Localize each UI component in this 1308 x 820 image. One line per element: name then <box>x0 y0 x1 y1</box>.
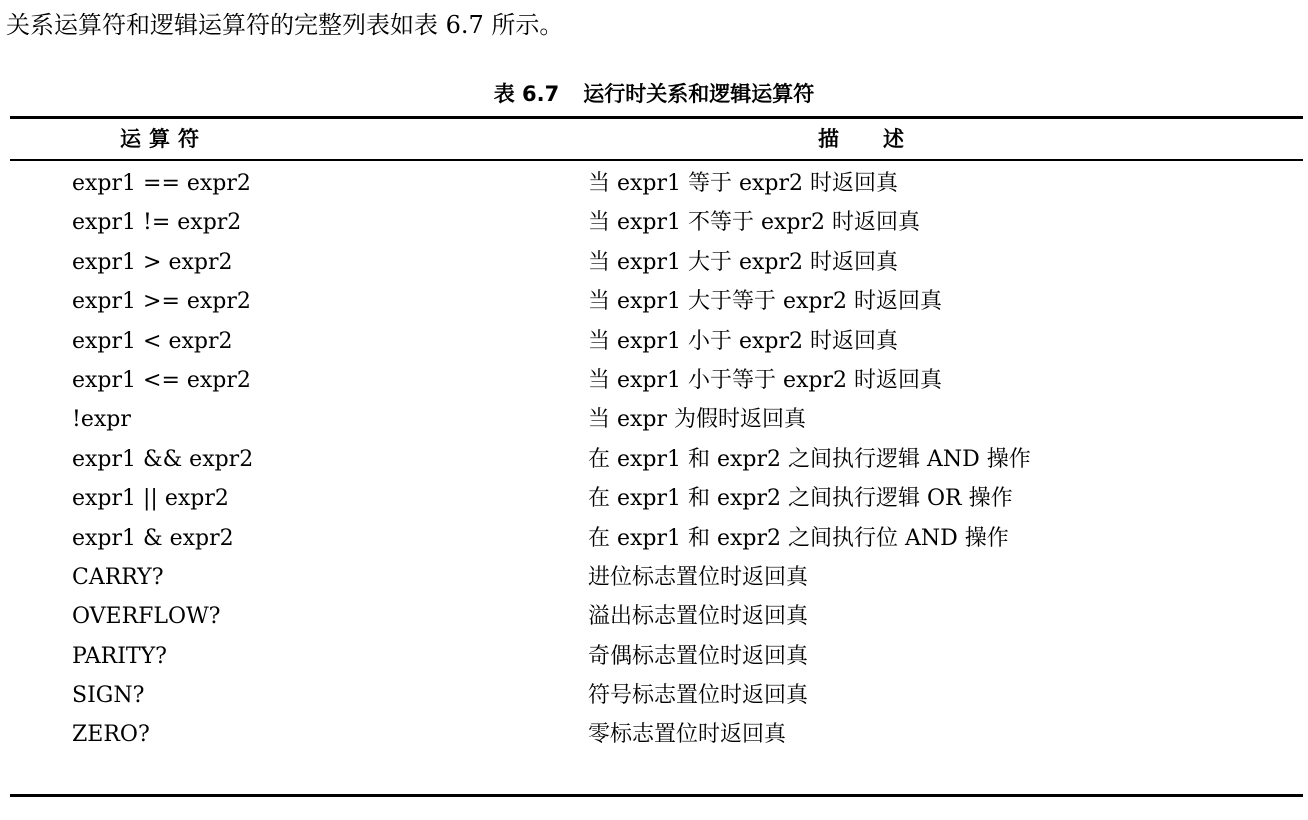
description-cell: 当 expr1 小于等于 expr2 时返回真 <box>588 367 943 393</box>
operator-cell: expr1 || expr2 <box>72 486 229 512</box>
description-cell: 当 expr1 大于等于 expr2 时返回真 <box>588 289 943 315</box>
column-header-description: 描述 <box>818 127 948 151</box>
table-row <box>10 322 1303 361</box>
description-cell: 当 expr1 等于 expr2 时返回真 <box>588 171 899 196</box>
operator-cell: PARITY? <box>72 643 167 669</box>
table-row <box>10 361 1303 400</box>
table-row <box>10 558 1303 597</box>
table-body <box>10 164 1303 755</box>
table-row <box>10 597 1303 636</box>
table-row <box>10 164 1303 203</box>
description-cell: 进位标志置位时返回真 <box>588 564 809 590</box>
table-row <box>10 479 1303 518</box>
table-row <box>10 282 1303 321</box>
intro-paragraph: 关系运算符和逻辑运算符的完整列表如表 6.7 所示。 <box>6 11 564 39</box>
table-row <box>10 400 1303 439</box>
operator-cell: expr1 != expr2 <box>72 210 242 236</box>
operator-cell: OVERFLOW? <box>72 604 221 630</box>
table-bottom-rule <box>10 794 1303 797</box>
description-cell: 当 expr 为假时返回真 <box>588 407 807 433</box>
operator-cell: !expr <box>72 407 131 433</box>
operator-cell: SIGN? <box>72 683 145 709</box>
table-row <box>10 637 1303 676</box>
operator-cell: expr1 == expr2 <box>72 171 251 196</box>
table-row <box>10 243 1303 282</box>
description-cell: 溢出标志置位时返回真 <box>588 604 809 630</box>
table-row <box>10 203 1303 242</box>
table-row <box>10 440 1303 479</box>
table-caption-title: 运行时关系和逻辑运算符 <box>583 82 815 106</box>
operator-cell: expr1 > expr2 <box>72 249 233 275</box>
table-caption-number: 表 6.7 <box>493 82 560 106</box>
description-cell: 在 expr1 和 expr2 之间执行位 AND 操作 <box>588 525 1009 551</box>
description-cell: 零标志置位时返回真 <box>588 722 787 748</box>
operator-cell: expr1 && expr2 <box>72 446 254 472</box>
description-cell: 当 expr1 不等于 expr2 时返回真 <box>588 210 921 236</box>
operator-cell: expr1 < expr2 <box>72 328 233 354</box>
description-cell: 符号标志置位时返回真 <box>588 683 809 709</box>
operator-cell: ZERO? <box>72 722 150 748</box>
operator-cell: expr1 & expr2 <box>72 525 234 551</box>
description-cell: 当 expr1 小于 expr2 时返回真 <box>588 328 899 354</box>
column-header-operator: 运算符 <box>120 127 207 151</box>
table-caption <box>0 80 1308 108</box>
description-cell: 在 expr1 和 expr2 之间执行逻辑 AND 操作 <box>588 446 1031 472</box>
table-row <box>10 676 1303 715</box>
operator-cell: expr1 >= expr2 <box>72 289 251 315</box>
operator-cell: expr1 <= expr2 <box>72 367 251 393</box>
operator-cell: CARRY? <box>72 564 164 590</box>
description-cell: 当 expr1 大于 expr2 时返回真 <box>588 249 899 275</box>
description-cell: 奇偶标志置位时返回真 <box>588 643 809 669</box>
table-header-rule <box>10 159 1303 161</box>
table-row <box>10 715 1303 754</box>
table-header-row <box>10 119 1303 159</box>
table-row <box>10 519 1303 558</box>
description-cell: 在 expr1 和 expr2 之间执行逻辑 OR 操作 <box>588 486 1013 512</box>
